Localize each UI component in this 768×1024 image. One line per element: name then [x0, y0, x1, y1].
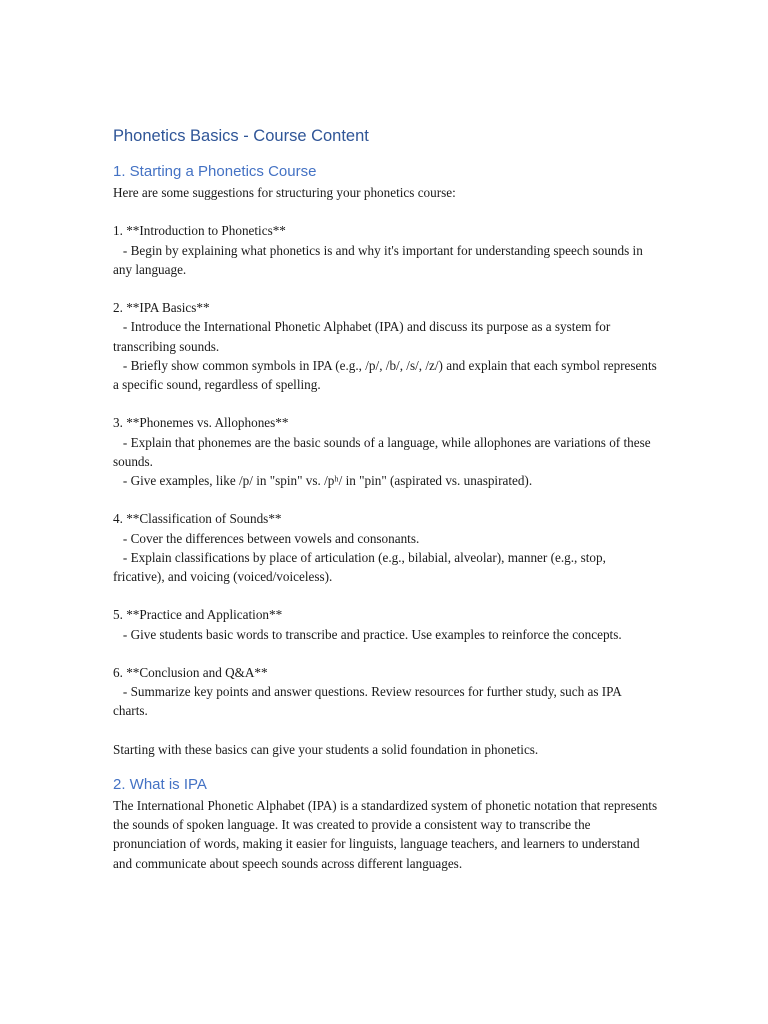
document-title: Phonetics Basics - Course Content [113, 127, 369, 145]
section1-closing: Starting with these basics can give your students a solid foundation in phonetics. [113, 741, 539, 757]
spacer [113, 721, 658, 740]
list-item-detail: - Give students basic words to transcribe and practice. Use examples to reinforce the concepts. [113, 626, 622, 642]
list-item-ipa-basics [113, 298, 661, 394]
spacer [113, 759, 658, 774]
spacer [113, 490, 658, 509]
list-item-title: 5. **Practice and Application** [113, 607, 283, 623]
list-item-detail: - Explain that phonemes are the basic sounds of a language, while allophones are variations of these sounds. [113, 434, 654, 469]
list-item-detail: - Briefly show common symbols in IPA (e.g., /p/, /b/, /s/, /z/) and explain that each symbol represents a specific sound, regardless of spelling. [113, 357, 661, 392]
list-item-practice [113, 605, 658, 643]
document-page [113, 124, 661, 873]
section2-body: The International Phonetic Alphabet (IPA) is a standardized system of phonetic notation that represents the sounds of spoken language. It was created to provide a consistent way to transcribe the pronunciation of words, making it easier for linguists, language teachers, and learners to understand and communicate about speech sounds across different languages. [113, 797, 661, 871]
spacer [113, 202, 658, 221]
list-item-title: 3. **Phonemes vs. Allophones** [113, 415, 289, 431]
list-item-detail: - Summarize key points and answer questions. Review resources for further study, such as IPA charts. [113, 684, 625, 719]
list-item-conclusion [113, 663, 658, 721]
list-item-title: 4. **Classification of Sounds** [113, 511, 282, 527]
spacer [113, 394, 658, 413]
list-item-title: 6. **Conclusion and Q&A** [113, 664, 268, 680]
list-item-title: 1. **Introduction to Phonetics** [113, 223, 286, 239]
list-item-detail: - Introduce the International Phonetic Alphabet (IPA) and discuss its purpose as a system for transcribing sounds. [113, 319, 614, 354]
list-item-detail: - Begin by explaining what phonetics is and why it's important for understanding speech sounds in any language. [113, 242, 647, 277]
spacer [113, 279, 658, 298]
section1-intro: Here are some suggestions for structuring your phonetics course: [113, 185, 456, 200]
list-item-introduction [113, 221, 658, 279]
list-item-detail: - Give examples, like /p/ in "spin" vs. /pʰ/ in "pin" (aspirated vs. unaspirated). [113, 473, 533, 488]
spacer [113, 644, 658, 663]
section-heading-starting-course: 1. Starting a Phonetics Course [113, 163, 317, 180]
list-item-detail: - Explain classifications by place of articulation (e.g., bilabial, alveolar), manner (e.g., stop, fricative), and voicing (voiced/voiceless). [113, 549, 610, 584]
spacer [113, 586, 658, 605]
section-heading-what-is-ipa: 2. What is IPA [113, 775, 207, 793]
list-item-title: 2. **IPA Basics** [113, 300, 210, 316]
list-item-classification [113, 509, 658, 586]
list-item-phonemes [113, 413, 658, 490]
list-item-detail: - Cover the differences between vowels and consonants. [113, 530, 420, 546]
